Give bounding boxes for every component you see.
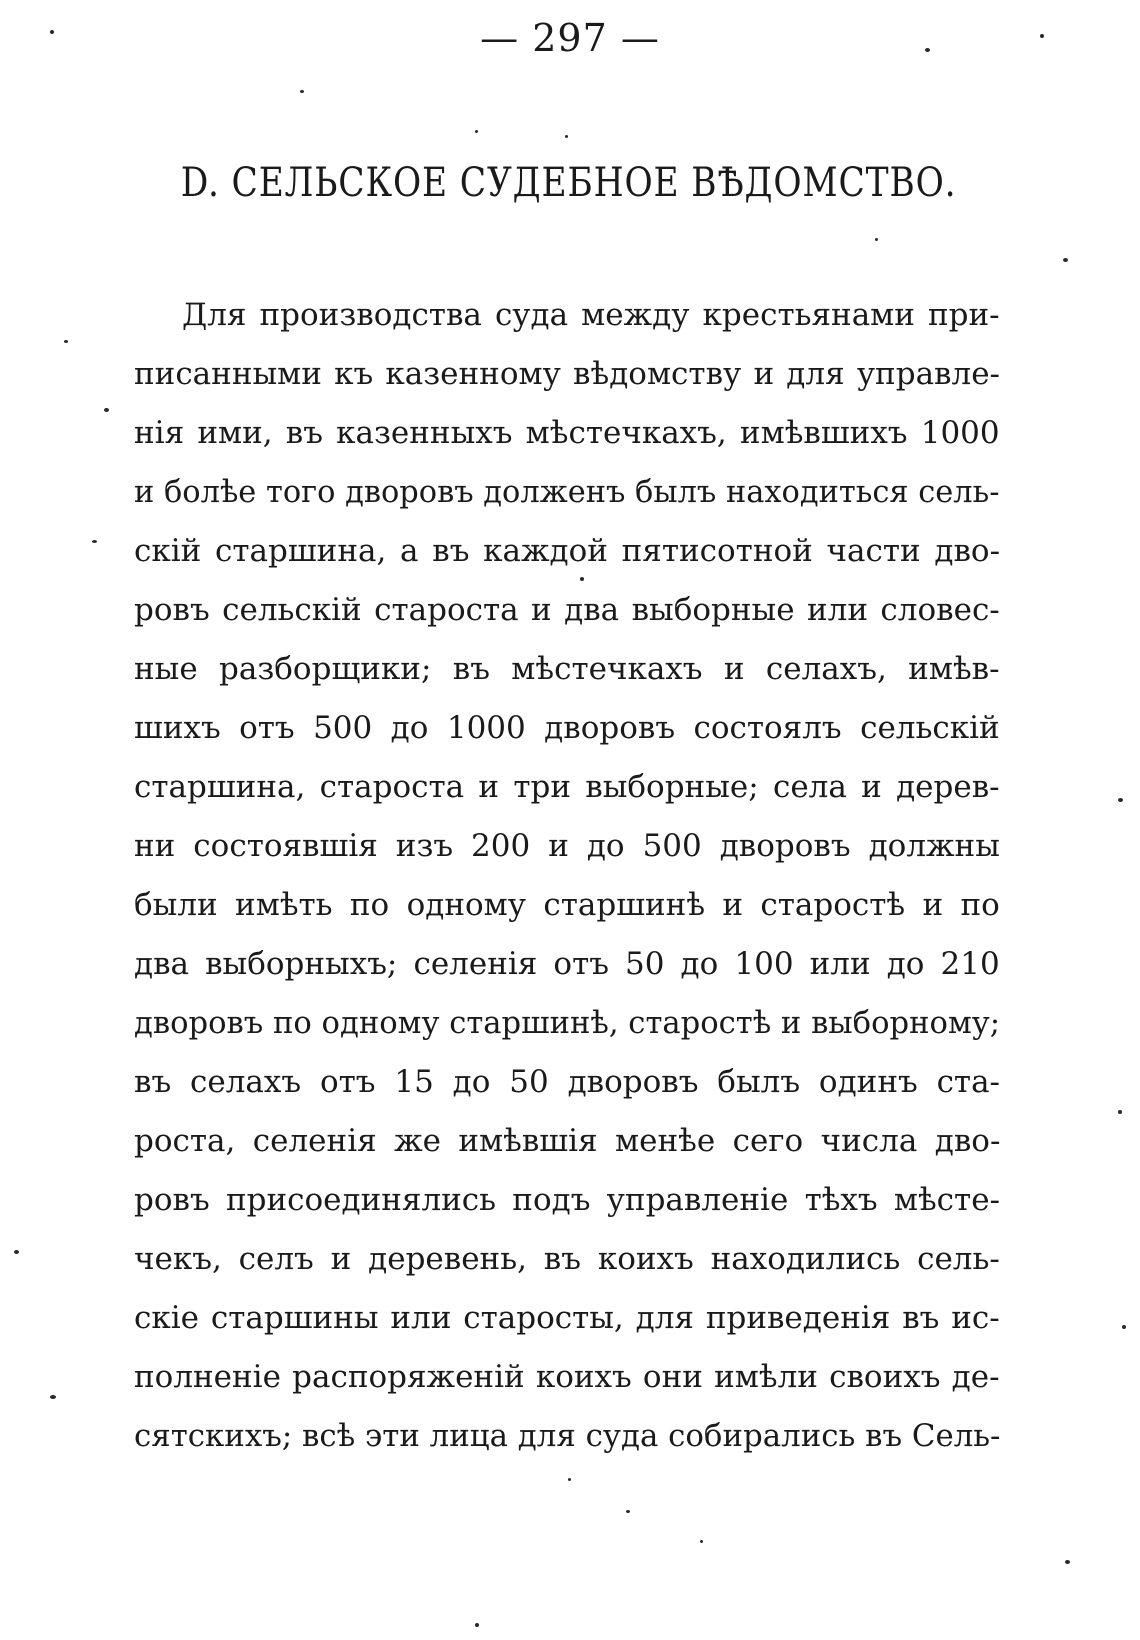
scan-speck bbox=[568, 1478, 571, 1481]
text-line: полненіе распоряженій коихъ они имѣли своихъ де- bbox=[134, 1359, 1000, 1395]
scan-speck bbox=[104, 408, 109, 412]
scan-speck bbox=[925, 48, 930, 52]
scan-speck bbox=[64, 340, 68, 343]
text-line: два выборныхъ; селенія отъ 50 до 100 или до 210 bbox=[134, 946, 1000, 982]
text-line: ные разборщики; въ мѣстечкахъ и селахъ, имѣв- bbox=[134, 651, 1000, 687]
scan-speck bbox=[1118, 1110, 1122, 1114]
scan-speck bbox=[1040, 34, 1044, 38]
scan-speck bbox=[92, 540, 97, 543]
body-text bbox=[134, 286, 1000, 1466]
scan-speck bbox=[626, 1510, 630, 1513]
text-line: ровъ сельскій староста и два выборные или словес- bbox=[134, 592, 1000, 628]
scan-speck bbox=[475, 130, 478, 133]
text-line: старшина, староста и три выборные; села и дерев- bbox=[134, 769, 1000, 805]
scan-speck bbox=[300, 90, 304, 93]
text-line: были имѣть по одному старшинѣ и старостѣ и по bbox=[134, 887, 1000, 923]
text-line: ни состоявшія изъ 200 и до 500 дворовъ должны bbox=[134, 828, 1000, 864]
text-line: дворовъ по одному старшинѣ, старостѣ и выборному; bbox=[134, 1005, 1000, 1041]
scan-speck bbox=[14, 1250, 19, 1254]
scan-speck bbox=[1122, 1325, 1126, 1329]
scan-speck bbox=[475, 1623, 479, 1627]
text-line: шихъ отъ 500 до 1000 дворовъ состоялъ сельскій bbox=[134, 710, 1000, 746]
scan-speck bbox=[565, 135, 568, 138]
section-heading: D. СЕЛЬСКОЕ СУДЕБНОЕ ВѢДОМСТВО. bbox=[180, 160, 957, 206]
text-line: въ селахъ отъ 15 до 50 дворовъ былъ одинъ ста- bbox=[134, 1064, 1000, 1100]
scan-speck bbox=[1065, 1560, 1070, 1564]
page-number: — 297 — bbox=[480, 16, 660, 60]
text-line: скій старшина, а въ каждой пятисотной части дво- bbox=[134, 533, 1000, 569]
text-line: чекъ, селъ и деревень, въ коихъ находились сель- bbox=[134, 1241, 1000, 1277]
text-line: сятскихъ; всѣ эти лица для суда собирались въ Сель- bbox=[134, 1418, 1000, 1454]
scan-speck bbox=[700, 1540, 703, 1543]
text-line: ровъ присоединялись подъ управленіе тѣхъ мѣсте- bbox=[134, 1182, 1000, 1218]
scan-speck bbox=[50, 30, 54, 34]
scan-speck bbox=[875, 238, 878, 241]
text-line: нія ими, въ казенныхъ мѣстечкахъ, имѣвшихъ 1000 bbox=[134, 415, 1000, 451]
scan-speck bbox=[1063, 258, 1068, 262]
text-line: роста, селенія же имѣвшія менѣе сего числа дво- bbox=[134, 1123, 1000, 1159]
scan-speck bbox=[1118, 798, 1123, 802]
scan-speck bbox=[580, 577, 584, 581]
text-line: писанными къ казенному вѣдомству и для управле- bbox=[134, 356, 1000, 392]
scan-speck bbox=[50, 1395, 56, 1399]
text-line: Для производства суда между крестьянами при- bbox=[182, 297, 1000, 333]
text-line: и болѣе того дворовъ долженъ былъ находиться сель- bbox=[134, 474, 1000, 510]
text-line: скіе старшины или старосты, для приведенія въ ис- bbox=[134, 1300, 1000, 1336]
